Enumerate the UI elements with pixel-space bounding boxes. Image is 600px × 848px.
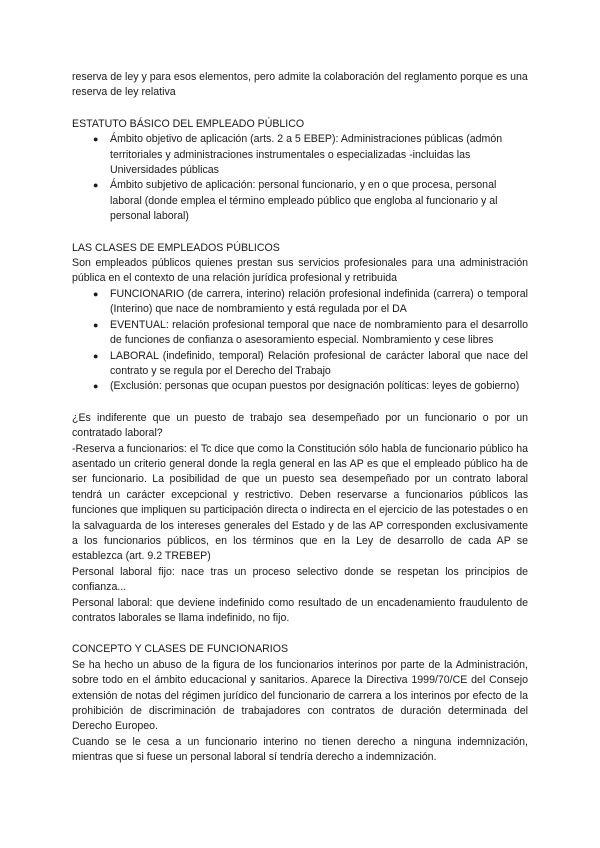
estatuto-list [72,132,528,224]
concepto-section [72,642,528,765]
concepto-paragraph-2: Cuando se le cesa a un funcionario interino no tienen derecho a ninguna indemnización, mientras que si fuese un personal laboral sí tendría derecho a indemnización. [72,735,528,764]
clases-list [72,287,528,395]
reserva-paragraph: -Reserva a funcionarios: el Tc dice que como la Constitución sólo habla de funcionario público ha asentado un criterio general donde la regla general en las AP es que el empleado público ha de ser funcionario. La posibilidad de que un puesto sea desempeñado por un contrato laboral tendrá un carácter excepcional y restrictivo. Deben reservarse a funcionarios públicos las funciones que impliquen su participación directa o indirecta en el ejercicio de las potestades o en la salvaguarda de los intereses generales del Estado y de las AP corresponden exclusivamente a los funcionarios públicos, en los términos que en la Ley de desarrollo de cada AP se establezca (art. 9.2 TREBEP) [72,442,528,563]
concepto-heading: CONCEPTO Y CLASES DE FUNCIONARIOS [72,643,289,656]
bullet-icon: ● [93,381,99,392]
spacer [72,101,528,117]
estatuto-heading: ESTATUTO BÁSICO DEL EMPLEADO PÚBLICO [72,117,305,130]
list-item [72,349,528,380]
spacer [72,225,528,241]
bullet-icon: ● [93,319,99,330]
list-item-text: FUNCIONARIO (de carrera, interino) relación profesional indefinida (carrera) o temporal (Interino) que nace de nombramiento y está regulada por el DA [110,287,528,316]
list-item-text: Ámbito objetivo de aplicación (arts. 2 a 5 EBEP): Administraciones públicas (admón territoriales y administraciones instrumentales o especializadas -incluidas las Universidades públicas [110,133,503,177]
bullet-icon: ● [93,350,99,361]
list-item [72,379,528,394]
spacer [72,626,528,642]
intro-paragraph: reserva de ley y para esos elementos, pero admite la colaboración del reglamento porque es una reserva de ley relativa [72,71,528,99]
estatuto-section [72,117,528,225]
bullet-icon: ● [93,134,99,145]
clases-section [72,241,528,395]
list-item-text: EVENTUAL: relación profesional temporal que nace de nombramiento para el desarrollo de funciones de confianza o asesoramiento especial. Nombramiento y cese libres [110,318,528,347]
document-page [72,70,528,766]
clases-heading: LAS CLASES DE EMPLEADOS PÚBLICOS [72,241,280,254]
list-item [72,132,528,178]
clases-intro: Son empleados públicos quienes prestan sus servicios profesionales para una administración pública en el contexto de una relación jurídica profesional y retribuida [72,257,528,285]
spacer [72,395,528,411]
list-item-text: Ámbito subjetivo de aplicación: personal funcionario, y en o que procesa, personal laboral (donde emplea el término empleado público que engloba al funcionario y al personal laboral) [110,179,498,223]
question-text: ¿Es indiferente que un puesto de trabajo sea desempeñado por un funcionario o por un contratado laboral? [72,411,528,440]
laboral-indefinido-paragraph: Personal laboral: que deviene indefinido como resultado de un encadenamiento fraudulento de contratos laborales se llama indefinido, no fijo. [72,596,528,624]
list-item [72,178,528,224]
concepto-paragraph-1: Se ha hecho un abuso de la figura de los funcionarios interinos por parte de la Administración, sobre todo en el ámbito educacional y sanitarios. Aparece la Directiva 1999/70/CE del Consejo extensión de notas del régimen jurídico del funcionario de carrera a los interinos por efecto de la prohibición de discriminación de trabajadores con contratos de duración determinada del Derecho Europeo. [72,658,528,733]
bullet-icon: ● [93,180,99,191]
list-item-text: LABORAL (indefinido, temporal) Relación profesional de carácter laboral que nace del contrato y se regula por el Derecho del Trabajo [110,349,528,377]
pregunta-section [72,411,528,627]
laboral-fijo-paragraph: Personal laboral fijo: nace tras un proceso selectivo donde se respetan los principios de confianza... [72,565,528,594]
list-item [72,287,528,318]
list-item [72,318,528,349]
list-item-text: (Exclusión: personas que ocupan puestos por designación políticas: leyes de gobierno) [110,380,520,393]
bullet-icon: ● [93,288,99,299]
